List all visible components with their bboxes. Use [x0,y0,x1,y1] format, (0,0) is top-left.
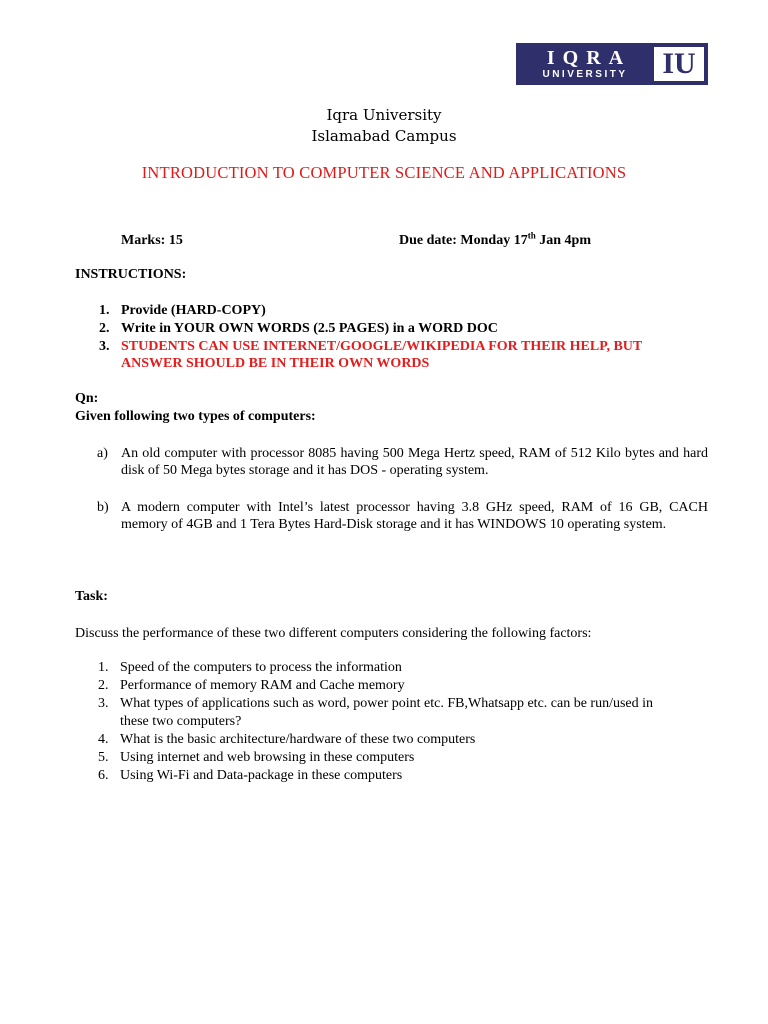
instruction-item [99,338,711,372]
logo-subtitle: UNIVERSITY [542,69,628,80]
item-text: Provide (HARD-COPY) [121,303,266,318]
option-b [97,499,708,533]
item-number: 6. [98,768,109,783]
item-number: 2. [98,678,109,693]
instruction-item [99,302,711,320]
campus-name: Islamabad Campus [311,127,457,145]
task-intro: Discuss the performance of these two different computers considering the following factors: [75,626,592,641]
item-text: Speed of the computers to process the information [120,660,402,675]
task-item [98,695,712,731]
item-text: Performance of memory RAM and Cache memory [120,678,405,693]
item-number: 1. [99,303,110,318]
due-date-suffix: Jan 4pm [535,233,591,248]
marks-label: Marks: 15 [121,233,183,248]
task-item [98,749,712,767]
option-a [97,445,708,479]
item-text-line2: ANSWER SHOULD BE IN THEIR OWN WORDS [121,356,430,371]
course-title: INTRODUCTION TO COMPUTER SCIENCE AND APPLICATIONS [141,163,627,182]
task-label: Task: [75,589,108,604]
item-text-line1: STUDENTS CAN USE INTERNET/GOOGLE/WIKIPEDIA FOR THEIR HELP, BUT [121,339,643,354]
instruction-item [99,320,711,338]
due-date-sup: th [527,230,536,241]
logo-word: IQRA [546,47,632,69]
item-text: Using Wi-Fi and Data-package in these computers [120,768,403,783]
instructions-list [99,302,711,372]
item-text-line1: What types of applications such as word, power point etc. FB,Whatsapp etc. can be run/used in [120,696,654,711]
question-intro: Given following two types of computers: [75,409,316,424]
option-text: An old computer with processor 8085 having 500 Mega Hertz speed, RAM of 512 Kilo bytes and hard disk of 50 Mega bytes storage and it has DOS - operating system. [121,446,708,478]
item-number: 3. [99,339,110,354]
option-tag: b) [97,500,109,515]
logo-text [518,45,652,83]
task-list [98,659,712,785]
task-item [98,731,712,749]
question-label: Qn: [75,391,99,406]
item-number: 3. [98,696,109,711]
item-text: Write in YOUR OWN WORDS (2.5 PAGES) in a WORD DOC [121,321,498,336]
task-item [98,767,712,785]
due-date-prefix: Due date: Monday 17 [399,233,528,248]
task-item [98,659,712,677]
option-tag: a) [97,446,108,461]
item-text: What is the basic architecture/hardware of these two computers [120,732,476,747]
university-name: Iqra University [326,106,442,124]
item-number: 4. [98,732,109,747]
item-number: 1. [98,660,109,675]
item-text-line2: these two computers? [120,714,242,729]
logo-mark: IU [654,47,704,81]
item-text: Using internet and web browsing in these computers [120,750,415,765]
task-item [98,677,712,695]
option-text: A modern computer with Intel’s latest processor having 3.8 GHz speed, RAM of 16 GB, CACH memory of 4GB and 1 Tera Bytes Hard-Disk storage and it has WINDOWS 10 operating system. [121,500,708,532]
item-number: 5. [98,750,109,765]
iqra-university-logo [516,43,708,85]
instructions-heading: INSTRUCTIONS: [75,267,187,282]
due-date [399,232,591,249]
item-number: 2. [99,321,110,336]
